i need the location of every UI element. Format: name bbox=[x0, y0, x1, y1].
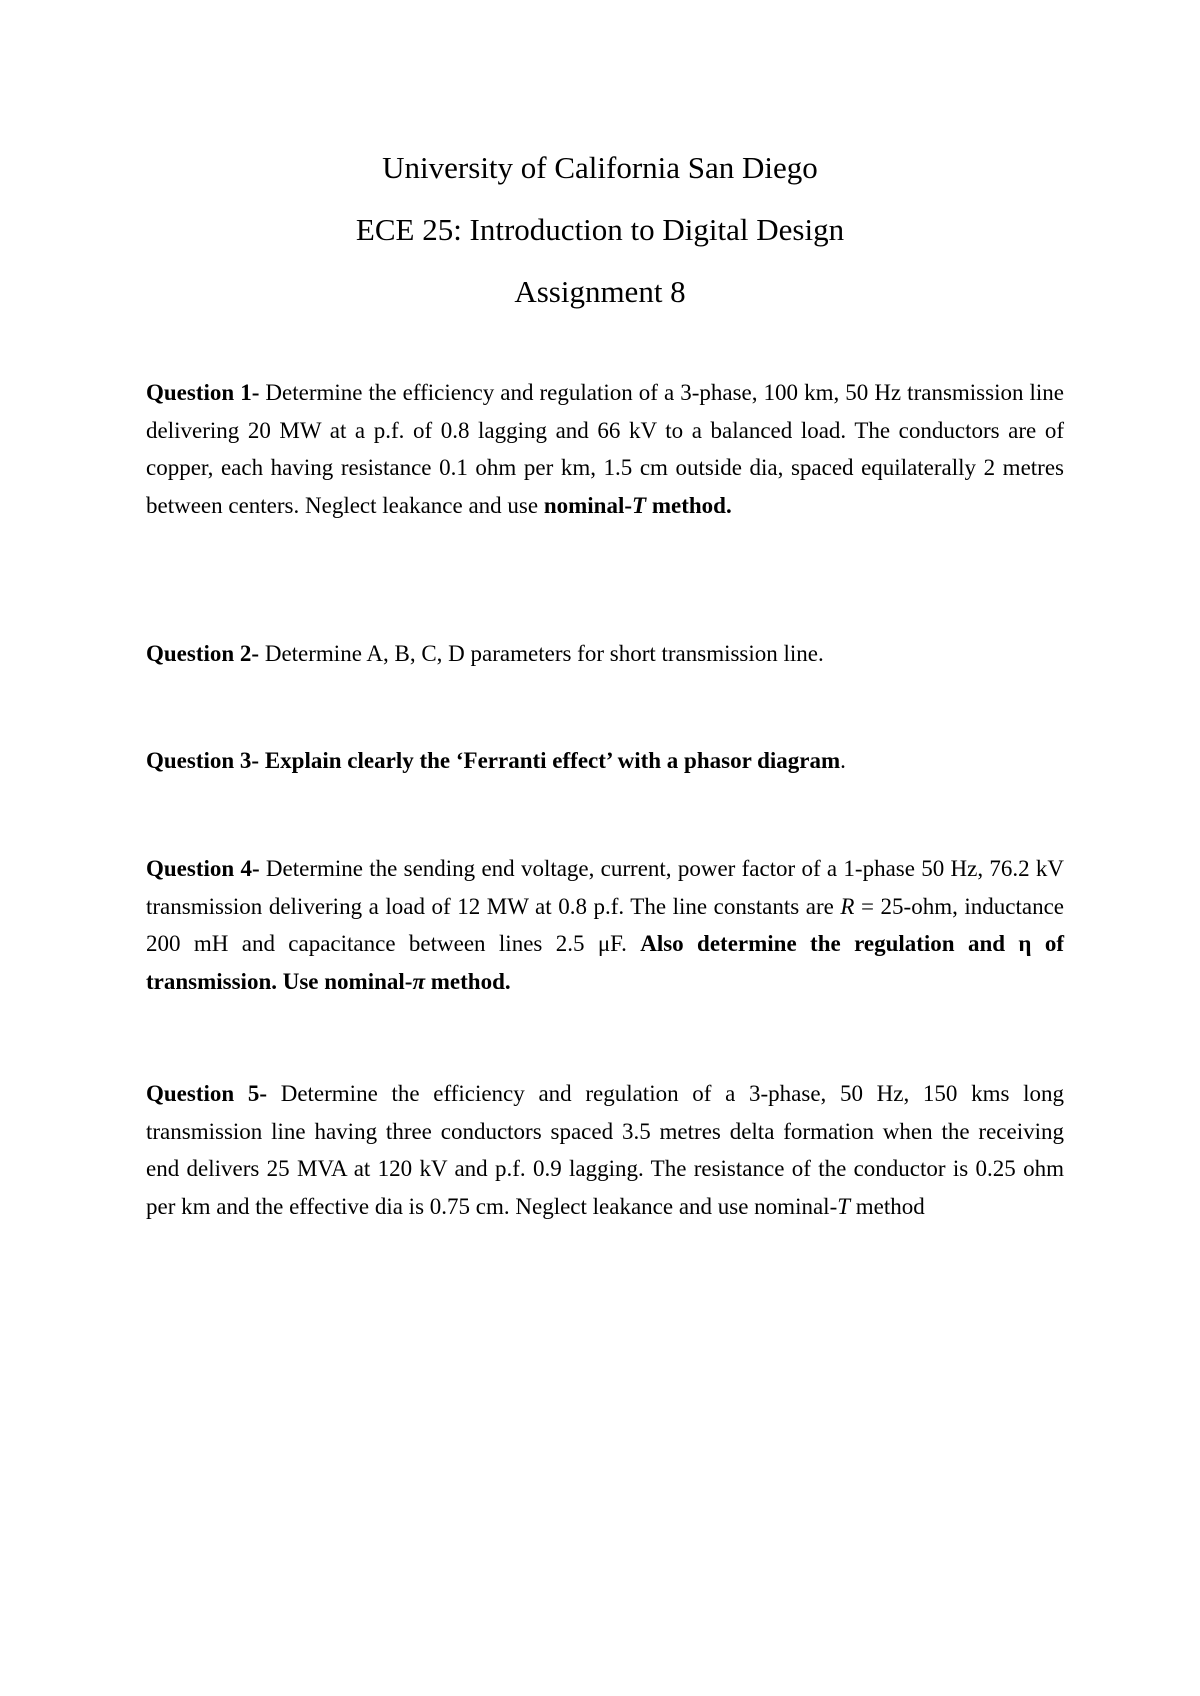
method-emphasis-end: method. bbox=[646, 492, 732, 518]
question-label: Question 3- bbox=[146, 748, 260, 773]
question-label: Question 1- bbox=[146, 380, 260, 405]
question-text-bold: Also determine the regulation and η of transmission. Use bbox=[146, 931, 1064, 994]
question-label: Question 2- bbox=[146, 641, 260, 666]
question-4 bbox=[146, 850, 1064, 1000]
method-emphasis: nominal- bbox=[543, 492, 633, 518]
assignment-title: Assignment 8 bbox=[514, 274, 686, 309]
question-text-end: method bbox=[850, 1193, 925, 1219]
question-text: Determine the efficiency and regulation of a 3-phase, 50 Hz, 150 kms long transmission line having three conductors spaced 3.5 metres delta formation when the receiving end delivers 25 MVA at 120 kV and p.f. 0.9 lagging. The resistance of the conductor is 0.25 ohm per km and the effective dia is 0.75 cm. Neglect leakance and use nominal- bbox=[146, 1081, 1064, 1219]
question-5 bbox=[146, 1075, 1064, 1225]
method-symbol: π bbox=[412, 968, 426, 994]
question-label: Question 5- bbox=[146, 1081, 268, 1106]
question-2 bbox=[146, 635, 1064, 673]
question-3 bbox=[146, 742, 1064, 780]
question-text: Determine the sending end voltage, current, power factor of a 1-phase 50 Hz, 76.2 kV transmission delivering a load of 12 MW at 0.8 p.f. The line constants are bbox=[146, 856, 1064, 919]
university-name: University of California San Diego bbox=[382, 150, 818, 185]
question-text-mid: = 25-ohm, inductance 200 mH and capacitance between lines 2.5 μF. bbox=[146, 893, 1064, 956]
question-1 bbox=[146, 374, 1064, 524]
question-text: Determine A, B, C, D parameters for short transmission line. bbox=[259, 641, 824, 666]
method-emphasis: nominal- bbox=[324, 968, 413, 994]
resistance-symbol: R bbox=[840, 893, 855, 919]
method-symbol: T bbox=[837, 1193, 851, 1219]
course-title: ECE 25: Introduction to Digital Design bbox=[355, 212, 845, 247]
question-text-bold: Explain clearly the ‘Ferranti effect’ with a phasor diagram bbox=[259, 748, 841, 773]
question-text: Determine the efficiency and regulation of a 3-phase, 100 km, 50 Hz transmission line delivering 20 MW at a p.f. of 0.8 lagging and 66 kV to a balanced load. The conductors are of copper, each having resistance 0.1 ohm per km, 1.5 cm outside dia, spaced equilaterally 2 metres between centers. Neglect leakance and use bbox=[146, 380, 1064, 518]
method-emphasis-end: method. bbox=[425, 968, 511, 994]
question-text-end: . bbox=[840, 748, 846, 773]
method-symbol: T bbox=[632, 492, 647, 518]
question-label: Question 4- bbox=[146, 856, 260, 881]
